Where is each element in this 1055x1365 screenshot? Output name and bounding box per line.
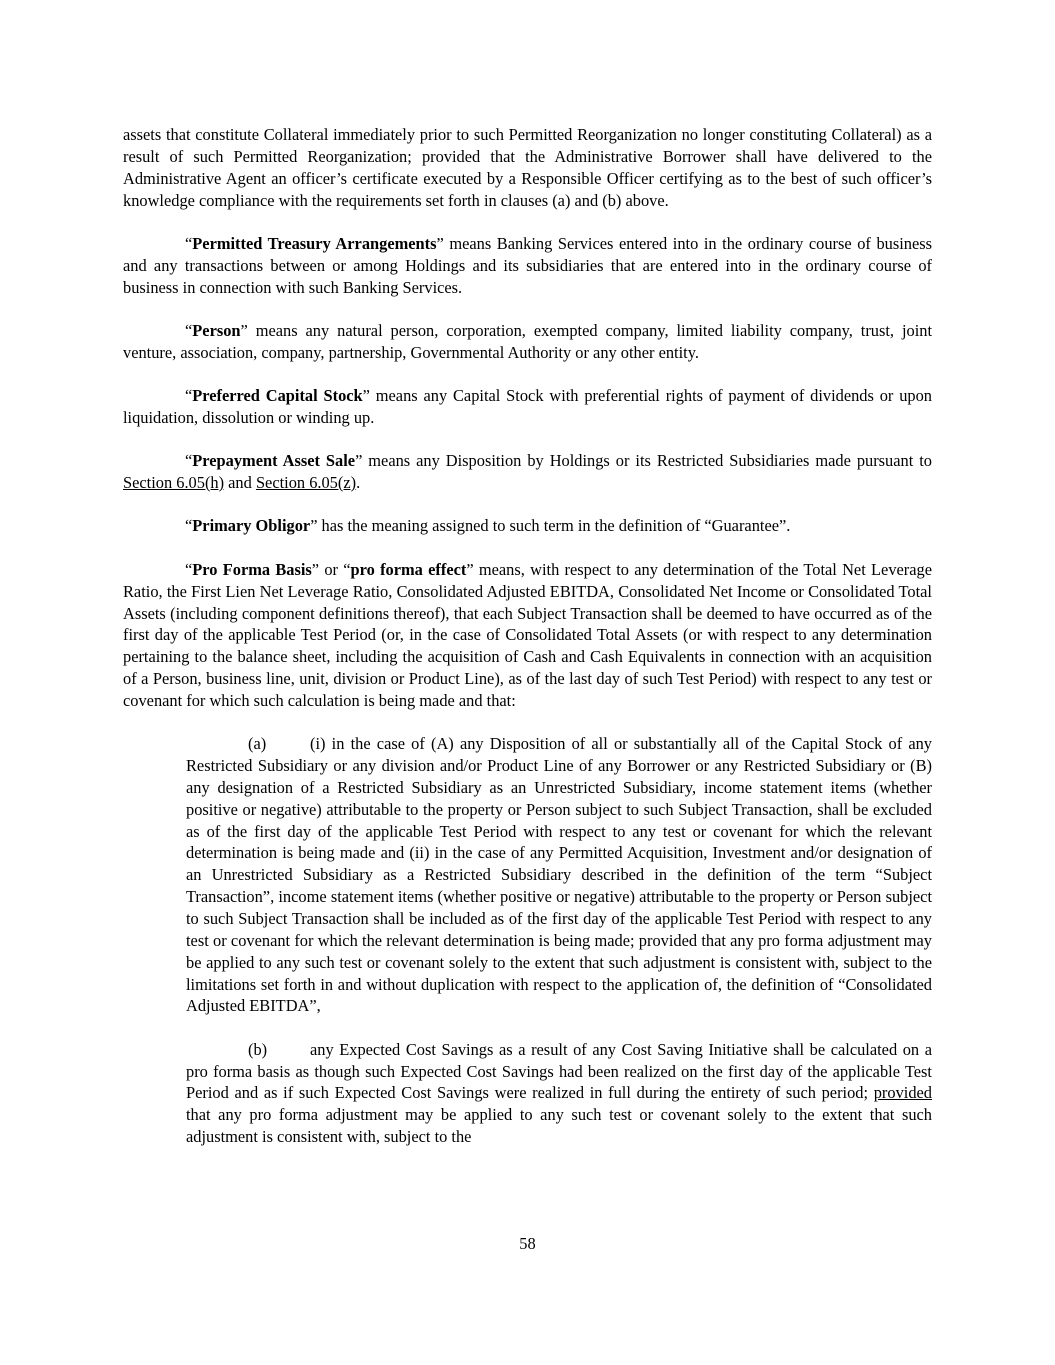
defined-term: Pro Forma Basis xyxy=(192,559,312,579)
paragraph-text: assets that constitute Collateral immediately prior to such Permitted Reorganization no longer constituting Collateral) as a result of such Permitted Reorganization; provided that the Administrative Borrower shall have delivered to the Administrative Agent an officer’s certificate executed by a Responsible Officer certifying as to the best of such officer’s knowledge compliance with the requirements set forth in clauses (a) and (b) above. xyxy=(123,125,932,210)
clause-label: (a) xyxy=(248,734,267,754)
paragraph-permitted-reorganization-continuation xyxy=(123,124,932,211)
definition-primary-obligor: “Primary Obligor” has the meaning assigned to such term in the definition of “Guarantee”. xyxy=(185,516,791,536)
definition-person: “Person” means any natural person, corporation, exempted company, limited liability company, trust, joint venture, association, company, partnership, Governmental Authority or any other entity. xyxy=(123,320,932,362)
definition-pro-forma-basis: “Pro Forma Basis” or “pro forma effect” means, with respect to any determination of the Total Net Leverage Ratio, the First Lien Net Leverage Ratio, Consolidated Adjusted EBITDA, Consolidated Net Income or Consolidated Total Assets (including component definitions thereof), that each Subject Transaction shall be deemed to have occurred as of the first day of the applicable Test Period (or, in the case of Consolidated Total Assets (or with respect to any determination pertaining to the balance sheet, including the acquisition of Cash and Cash Equivalents in connection with an acquisition of a Person, business line, unit, division or Product Line), as of the last day of such Test Period) with respect to any test or covenant for which such calculation is being made and that: xyxy=(123,559,932,710)
defined-term: Permitted Treasury Arrangements xyxy=(192,233,437,253)
section-reference-6-05-z: Section 6.05(z) xyxy=(255,473,357,493)
clause-label: (b) xyxy=(248,1039,268,1059)
defined-term: Prepayment Asset Sale xyxy=(192,451,356,471)
definition-preferred-capital-stock: “Preferred Capital Stock” means any Capital Stock with preferential rights of payment of dividends or upon liquidation, dissolution or winding up. xyxy=(123,386,932,427)
definition-prepayment-asset-sale: “Prepayment Asset Sale” means any Disposition by Holdings or its Restricted Subsidiaries made pursuant to Section 6.05(h) and Section 6.05(z). xyxy=(123,451,932,493)
definition-permitted-treasury-arrangements: “Permitted Treasury Arrangements” means Banking Services entered into in the ordinary course of business and any transactions between or among Holdings and its subsidiaries that are entered into in the ordinary course of business in connection with such Banking Services. xyxy=(123,233,932,297)
section-reference-6-05-h: Section 6.05(h) xyxy=(123,473,225,493)
clause-b: (b) any Expected Cost Savings as a result of any Cost Saving Initiative shall be calculated on a pro forma basis as though such Expected Cost Savings had been realized on the first day of the applicable Test Period and as if such Expected Cost Savings were realized in full during the entirety of such period; provided that any pro forma adjustment may be applied to any such test or covenant solely to the extent that such adjustment is consistent with, subject to the xyxy=(186,1039,932,1147)
document-page xyxy=(123,124,932,1169)
defined-term: Person xyxy=(192,320,241,340)
page-number: 58 xyxy=(519,1234,536,1253)
defined-term: Preferred Capital Stock xyxy=(192,386,363,406)
defined-term: Primary Obligor xyxy=(192,516,311,536)
provided-term: provided xyxy=(873,1083,932,1103)
clause-a xyxy=(186,733,932,1017)
clause-text: (i) in the case of (A) any Disposition of all or substantially all of the Capital Stock of any Restricted Subsidiary or any division and/or Product Line of any Borrower or any Restricted Subsidiary or (B) any designation of a Restricted Subsidiary as an Unrestricted Subsidiary, income statement items (whether positive or negative) attributable to the property or Person subject to such Subject Transaction, shall be excluded as of the first day of the applicable Test Period with respect to any test or covenant for which the relevant determination is being made and (ii) in the case of any Permitted Acquisition, Investment and/or designation of an Unrestricted Subsidiary as a Restricted Subsidiary described in the definition of the term “Subject Transaction”, income statement items (whether positive or negative) attributable to the property or Person subject to such Subject Transaction shall be included as of the first day of the applicable Test Period with respect to any test or covenant for which the relevant determination is being made; provided that any pro forma adjustment may be applied to any such test or covenant solely to the extent that such adjustment is consistent with, subject to the limitations set forth in and without duplication with respect to the application of, the definition of “Consolidated Adjusted EBITDA”, xyxy=(186,734,932,1016)
defined-term: pro forma effect xyxy=(350,559,467,579)
